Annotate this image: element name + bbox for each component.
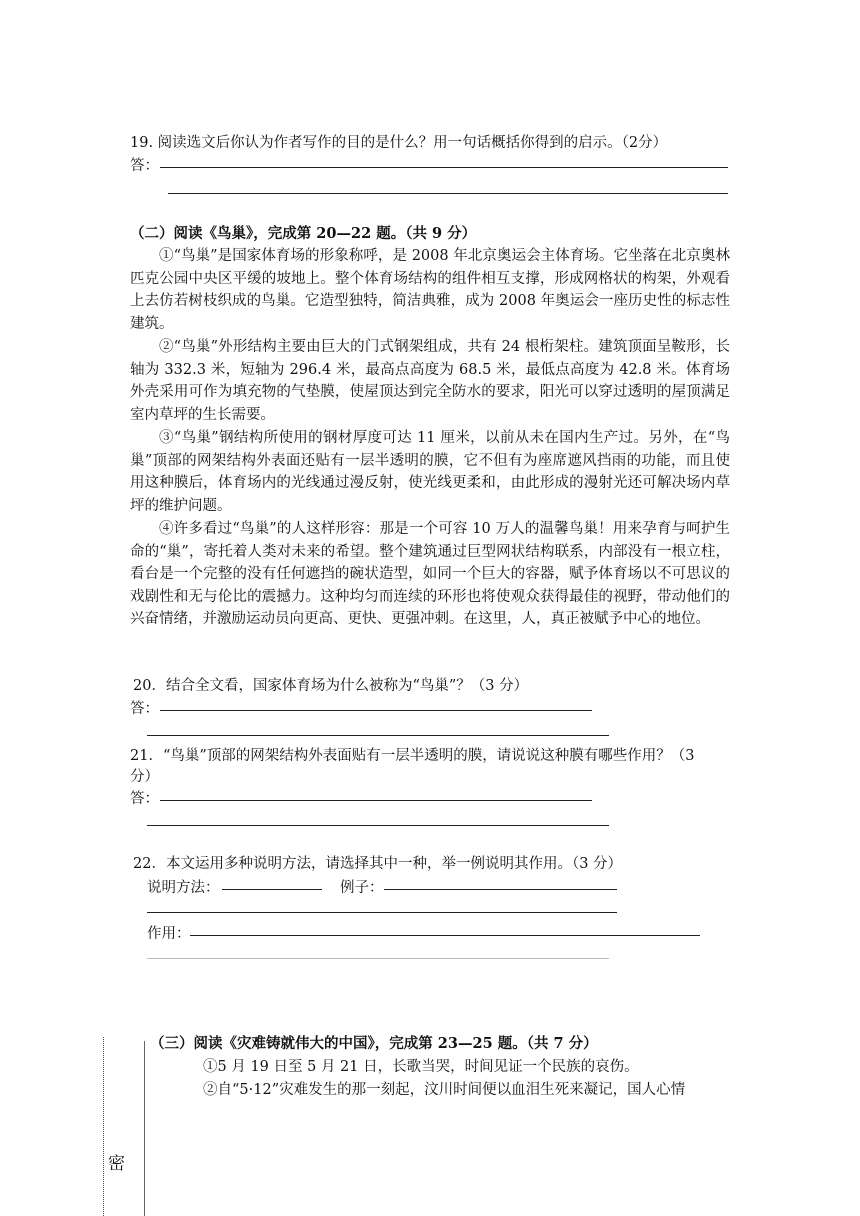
paragraph-4: ④许多看过“鸟巢”的人这样形容：那是一个可容 10 万人的温馨鸟巢！用来孕育与呵护生命的“巢”，寄托着人类对未来的希望。整个建筑通过巨型网状结构联系，内部没有一根立柱，看台是一个完整的没有任何遮挡的碗状造型，如同一个巨大的容器，赋予体育场以不可思议的戏剧性和无与伦比的震撼力。这种均匀而连续的环形也将使观众获得最佳的视野，带动他们的兴奋情绪，并激励运动员向更高、更快、更强冲刺。在这里，人，真正被赋予中心的地位。 (130, 521, 730, 628)
answer-line (147, 958, 609, 959)
question-20: 20．结合全文看，国家体育场为什么被称为“鸟巢”？（3 分） (133, 678, 529, 694)
effect-label: 作用： (147, 926, 191, 942)
question-21-continued: 分） (130, 769, 159, 785)
effect-answer-line (190, 935, 700, 936)
question-19: 19. 阅读选文后你认为作者写作的目的是什么？用一句话概括你得到的启示。（2分） (130, 135, 668, 151)
paragraph-2: ②“鸟巢”外形结构主要由巨大的门式钢架组成，共有 24 根桁架柱。建筑顶面呈鞍形，长轴为 332.3 米，短轴为 296.4 米，最高点高度为 68.5 米，最低点高度为 42.8 米。体育场外壳采用可作为填充物的气垫膜，使屋顶达到完全防水的要求，阳光可以穿过透明的屋顶满足室内草坪的生长需要。 (130, 339, 730, 423)
example-label: 例子： (340, 880, 384, 896)
answer-line (147, 735, 609, 736)
section-heading-niaochao: （二）阅读《鸟巢》，完成第 20—22 题。（共 9 分） (130, 225, 477, 242)
method-label: 说明方法： (147, 880, 220, 896)
paragraph-line: ①5 月 19 日至 5 月 21 日，长歌当哭，时间见证一个民族的哀伤。 (203, 1059, 639, 1075)
answer-label-19: 答： (130, 158, 159, 174)
answer-line (147, 825, 609, 826)
section-heading-disaster: （三）阅读《灾难铸就伟大的中国》，完成第 23—25 题。（共 7 分） (150, 1035, 598, 1052)
answer-line (160, 800, 592, 801)
margin-rule (144, 1041, 145, 1216)
paragraph-line: ②自“5·12”灾难发生的那一刻起，汶川时间便以血泪生死来凝记，国人心情 (203, 1082, 686, 1098)
answer-line (160, 710, 592, 711)
seal-line (103, 1037, 104, 1216)
answer-line (147, 912, 617, 913)
answer-label-21: 答： (130, 791, 159, 807)
answer-line (160, 167, 728, 168)
answer-label-20: 答： (130, 701, 159, 717)
example-answer-line (384, 889, 617, 890)
answer-line (168, 193, 728, 194)
method-answer-line (222, 889, 322, 890)
question-21: 21．“鸟巢”顶部的网架结构外表面贴有一层半透明的膜，请说说这种膜有哪些作用？（3 (130, 748, 695, 764)
paragraph-3: ③“鸟巢”钢结构所使用的钢材厚度可达 11 厘米，以前从未在国内生产过。另外，在“鸟巢”顶部的网架结构外表面还贴有一层半透明的膜，它不但有为座席遮风挡雨的功能，而且使用这种膜后，体育场内的光线通过漫反射，使光线更柔和，由此形成的漫射光还可解决场内草坪的维护问题。 (130, 430, 730, 514)
seal-character: 密 (108, 1154, 125, 1174)
question-22: 22．本文运用多种说明方法，请选择其中一种，举一例说明其作用。（3 分） (133, 856, 623, 872)
paragraph-1: ①“鸟巢”是国家体育场的形象称呼，是 2008 年北京奥运会主体育场。它坐落在北京奥林匹克公园中央区平缓的坡地上。整个体育场结构的组件相互支撑，形成网格状的构架，外观看上去仿若树枝织成的鸟巢。它造型独特，简洁典雅，成为 2008 年奥运会一座历史性的标志性建筑。 (130, 248, 730, 332)
